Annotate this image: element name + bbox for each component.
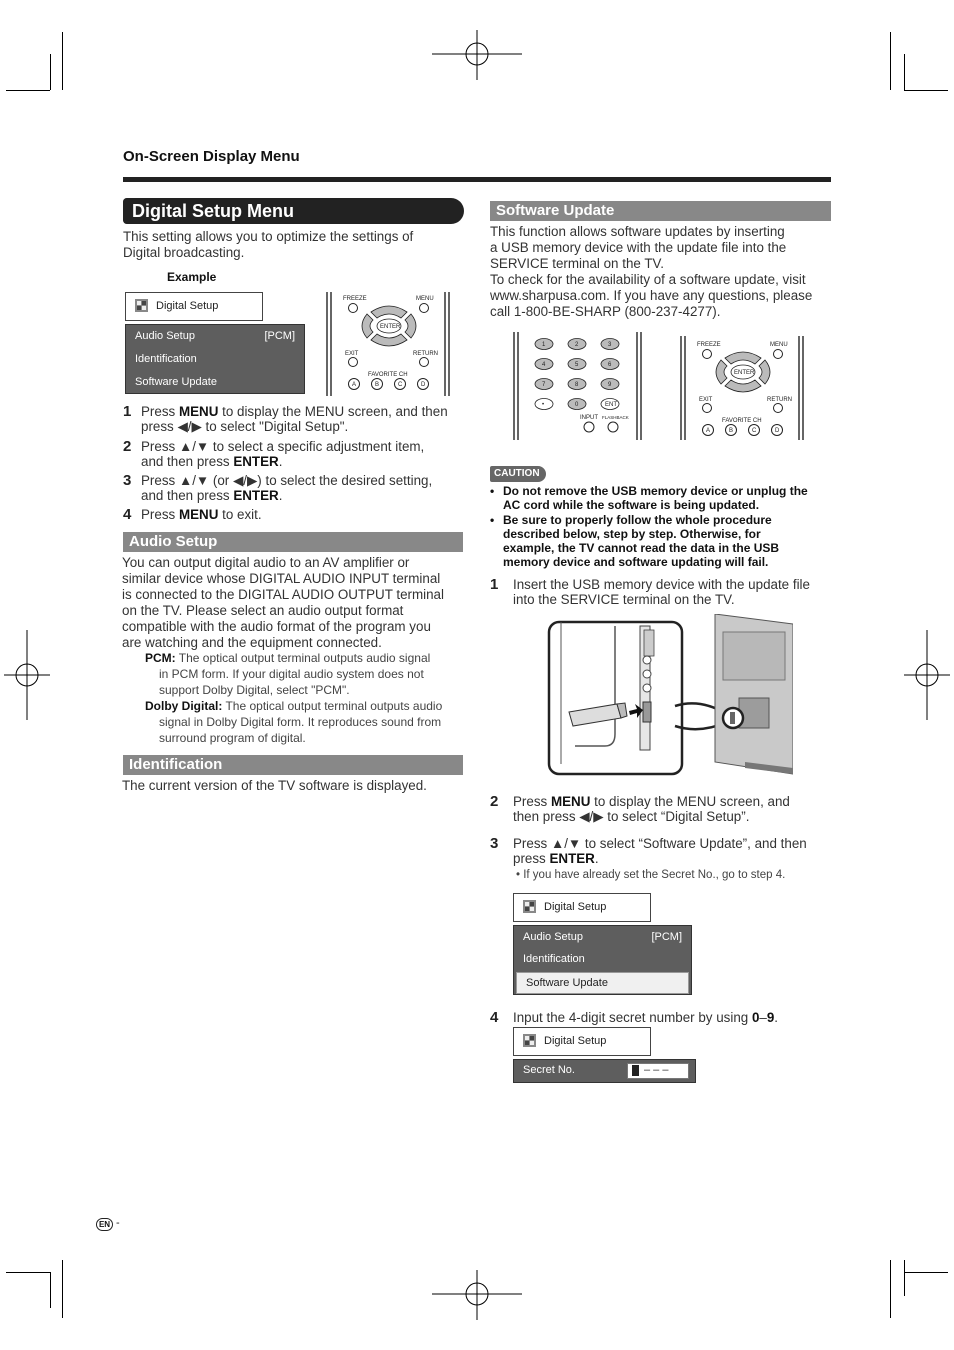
return-label: RETURN (767, 397, 792, 403)
sw-step-1-line-1: Insert the USB memory device with the update file (513, 577, 810, 592)
svg-text:6: 6 (608, 362, 612, 368)
menu-title: Digital Setup (544, 1035, 607, 1047)
pcm-description: PCM: The optical output terminal outputs audio signal (145, 651, 431, 665)
menu-item-audio-setup[interactable]: Audio Setup [PCM] (523, 931, 682, 943)
svg-text:7: 7 (542, 382, 546, 388)
svg-text:0: 0 (575, 402, 579, 408)
menu-item-software-update-selected[interactable]: Software Update (516, 972, 689, 994)
remote-control-illustration (677, 336, 807, 440)
step-1-line-1: Press MENU to display the MENU screen, and then (141, 404, 448, 419)
caution-bullet-2: Be sure to properly follow the whole procedure (503, 513, 772, 527)
crop-mark (904, 54, 905, 90)
secret-number-input[interactable] (627, 1063, 689, 1079)
enter-label: ENTER (380, 324, 401, 330)
exit-label: EXIT (699, 397, 713, 403)
step-number: 4 (123, 506, 132, 523)
menu-list (513, 925, 692, 995)
audio-setup-text: compatible with the audio format of the program you (122, 619, 431, 634)
svg-text:A: A (706, 428, 711, 434)
page-title: Digital Setup Menu (123, 198, 464, 224)
svg-text:B: B (375, 382, 380, 388)
audio-setup-text: is connected to the DIGITAL AUDIO OUTPUT terminal (122, 587, 444, 602)
step-number: 2 (490, 793, 499, 810)
sw-step-1-line-2: into the SERVICE terminal on the TV. (513, 592, 735, 607)
section-header: On-Screen Display Menu (123, 148, 300, 165)
svg-text:8: 8 (575, 382, 579, 388)
audio-setup-text: You can output digital audio to an AV amplifier or (122, 555, 410, 570)
audio-setup-text: similar device whose DIGITAL AUDIO INPUT terminal (122, 571, 441, 586)
caution-bullet-2: memory device and software updating will fail. (503, 555, 769, 569)
sw-step-3-note: • If you have already set the Secret No., go to step 4. (516, 869, 786, 881)
step-1-line-2: press ◀/▶ to select "Digital Setup". (141, 419, 349, 434)
software-update-heading: Software Update (490, 201, 831, 221)
crop-mark (890, 32, 891, 90)
svg-text:D: D (421, 382, 426, 388)
step-number: 3 (123, 472, 132, 489)
return-label: RETURN (413, 351, 438, 357)
svg-text:B: B (729, 428, 734, 434)
svg-text:4: 4 (542, 362, 546, 368)
intro-line-1: This setting allows you to optimize the settings of (123, 229, 414, 244)
crop-mark (50, 1272, 51, 1308)
page-language-badge: EN (96, 1218, 113, 1231)
step-4-line-1: Press MENU to exit. (141, 507, 262, 522)
remote-keypad-illustration (510, 332, 645, 440)
crop-mark (890, 1260, 891, 1318)
svg-text:C: C (752, 428, 757, 434)
step-number: 2 (123, 438, 132, 455)
menu-item-identification[interactable]: Identification (523, 953, 585, 965)
menu-list (125, 324, 305, 394)
crop-mark (904, 1260, 905, 1296)
sw-step-2-line-2: then press ◀/▶ to select “Digital Setup”. (513, 809, 750, 824)
software-update-text: SERVICE terminal on the TV. (490, 256, 664, 271)
audio-setup-text: on the TV. Please select an audio output format (122, 603, 404, 618)
software-update-text: call 1-800-BE-SHARP (800-237-4277). (490, 304, 721, 319)
audio-setup-heading: Audio Setup (123, 532, 463, 552)
menu-title-box (513, 893, 651, 922)
identification-heading: Identification (123, 755, 463, 775)
menu-title-box (513, 1027, 651, 1056)
freeze-label: FREEZE (343, 296, 367, 302)
menu-item-value: [PCM] (651, 931, 682, 943)
menu-item-value: [PCM] (264, 330, 295, 342)
menu-item-identification[interactable]: Identification (135, 353, 197, 365)
dolby-description: Dolby Digital: The optical output terminal outputs audio (145, 699, 443, 713)
identification-text: The current version of the TV software is displayed. (122, 778, 427, 793)
secret-number-row (513, 1059, 696, 1083)
freeze-label: FREEZE (697, 342, 721, 348)
svg-text:C: C (398, 382, 403, 388)
sw-step-4-line-1: Input the 4-digit secret number by using 0–9. (513, 1010, 779, 1025)
crop-mark (904, 90, 948, 91)
menu-item-software-update[interactable]: Software Update (135, 376, 217, 388)
secret-number-dashes: – – – (644, 1064, 669, 1076)
step-3-line-1: Press ▲/▼ (or ◀/▶) to select the desired setting, (141, 473, 433, 488)
menu-title: Digital Setup (544, 901, 607, 913)
menu-label: MENU (416, 296, 434, 302)
svg-text:•: • (542, 402, 545, 408)
svg-text:9: 9 (608, 382, 612, 388)
software-update-text: This function allows software updates by inserting (490, 224, 785, 239)
step-number: 3 (490, 835, 499, 852)
sw-step-3-line-2: press ENTER. (513, 851, 599, 866)
crop-mark (904, 1272, 948, 1273)
caution-bullet-2: example, the TV cannot read the data in the USB (503, 541, 780, 555)
registration-mark-top (432, 30, 522, 80)
secret-number-label: Secret No. (523, 1064, 575, 1076)
crop-mark (62, 32, 63, 90)
favorite-ch-label: FAVORITE CH (722, 418, 762, 424)
svg-text:3: 3 (608, 342, 612, 348)
registration-mark-bottom (432, 1270, 522, 1320)
registration-mark-left (4, 630, 50, 720)
step-3-line-2: and then press ENTER. (141, 488, 283, 503)
flashback-label: FLASHBACK (602, 415, 629, 420)
caution-bullet-dot: • (490, 484, 495, 498)
intro-line-2: Digital broadcasting. (123, 245, 245, 260)
svg-text:5: 5 (575, 362, 579, 368)
page-suffix: - (116, 1217, 120, 1229)
menu-item-audio-setup[interactable]: Audio Setup [PCM] (135, 330, 295, 342)
registration-mark-right (904, 630, 950, 720)
software-update-text: www.sharpusa.com. If you have any questions, please (490, 288, 813, 303)
gear-menu-icon (522, 1033, 537, 1048)
svg-text:A: A (352, 382, 357, 388)
header-rule (123, 177, 831, 182)
svg-text:2: 2 (575, 342, 579, 348)
menu-title: Digital Setup (156, 300, 219, 312)
step-number: 4 (490, 1009, 499, 1026)
menu-label: MENU (770, 342, 788, 348)
sw-step-3-line-1: Press ▲/▼ to select “Software Update”, and then (513, 836, 807, 851)
crop-mark (62, 1260, 63, 1318)
usb-insertion-illustration (545, 614, 793, 778)
dolby-description: signal in Dolby Digital form. It reproduces sound from (159, 715, 442, 729)
step-2-line-1: Press ▲/▼ to select a specific adjustment item, (141, 439, 425, 454)
pcm-description: support Dolby Digital, select "PCM". (159, 683, 350, 697)
step-number: 1 (490, 576, 499, 593)
keypad-buttons (535, 339, 619, 410)
svg-text:ENT: ENT (605, 402, 617, 408)
caution-bullet-dot: • (490, 513, 495, 527)
caution-bullet-2: described below, step by step. Otherwise, for (503, 527, 761, 541)
dolby-description: surround program of digital. (159, 731, 306, 745)
step-number: 1 (123, 403, 132, 420)
svg-text:D: D (775, 428, 780, 434)
gear-menu-icon (522, 899, 537, 914)
caution-bullet-1: AC cord while the software is being updated. (503, 498, 760, 512)
caution-badge: CAUTION (490, 466, 546, 482)
gear-menu-icon (134, 298, 149, 313)
menu-title-box (125, 292, 263, 321)
crop-mark (6, 1272, 50, 1273)
exit-label: EXIT (345, 351, 359, 357)
cursor-block (632, 1065, 639, 1076)
software-update-text: a USB memory device with the update file into the (490, 240, 787, 255)
pcm-description: in PCM form. If your digital audio system does not (159, 667, 424, 681)
software-update-text: To check for the availability of a software update, visit (490, 272, 806, 287)
svg-text:1: 1 (542, 342, 546, 348)
audio-setup-text: are watching and the equipment connected. (122, 635, 382, 650)
crop-mark (6, 90, 50, 91)
example-label: Example (167, 270, 217, 284)
input-label: INPUT (580, 415, 598, 421)
crop-mark (50, 54, 51, 90)
sw-step-2-line-1: Press MENU to display the MENU screen, and (513, 794, 790, 809)
enter-label: ENTER (734, 370, 755, 376)
caution-bullet-1: Do not remove the USB memory device or unplug the (503, 484, 808, 498)
remote-control-illustration (323, 292, 453, 396)
favorite-ch-label: FAVORITE CH (368, 372, 408, 378)
step-2-line-2: and then press ENTER. (141, 454, 283, 469)
